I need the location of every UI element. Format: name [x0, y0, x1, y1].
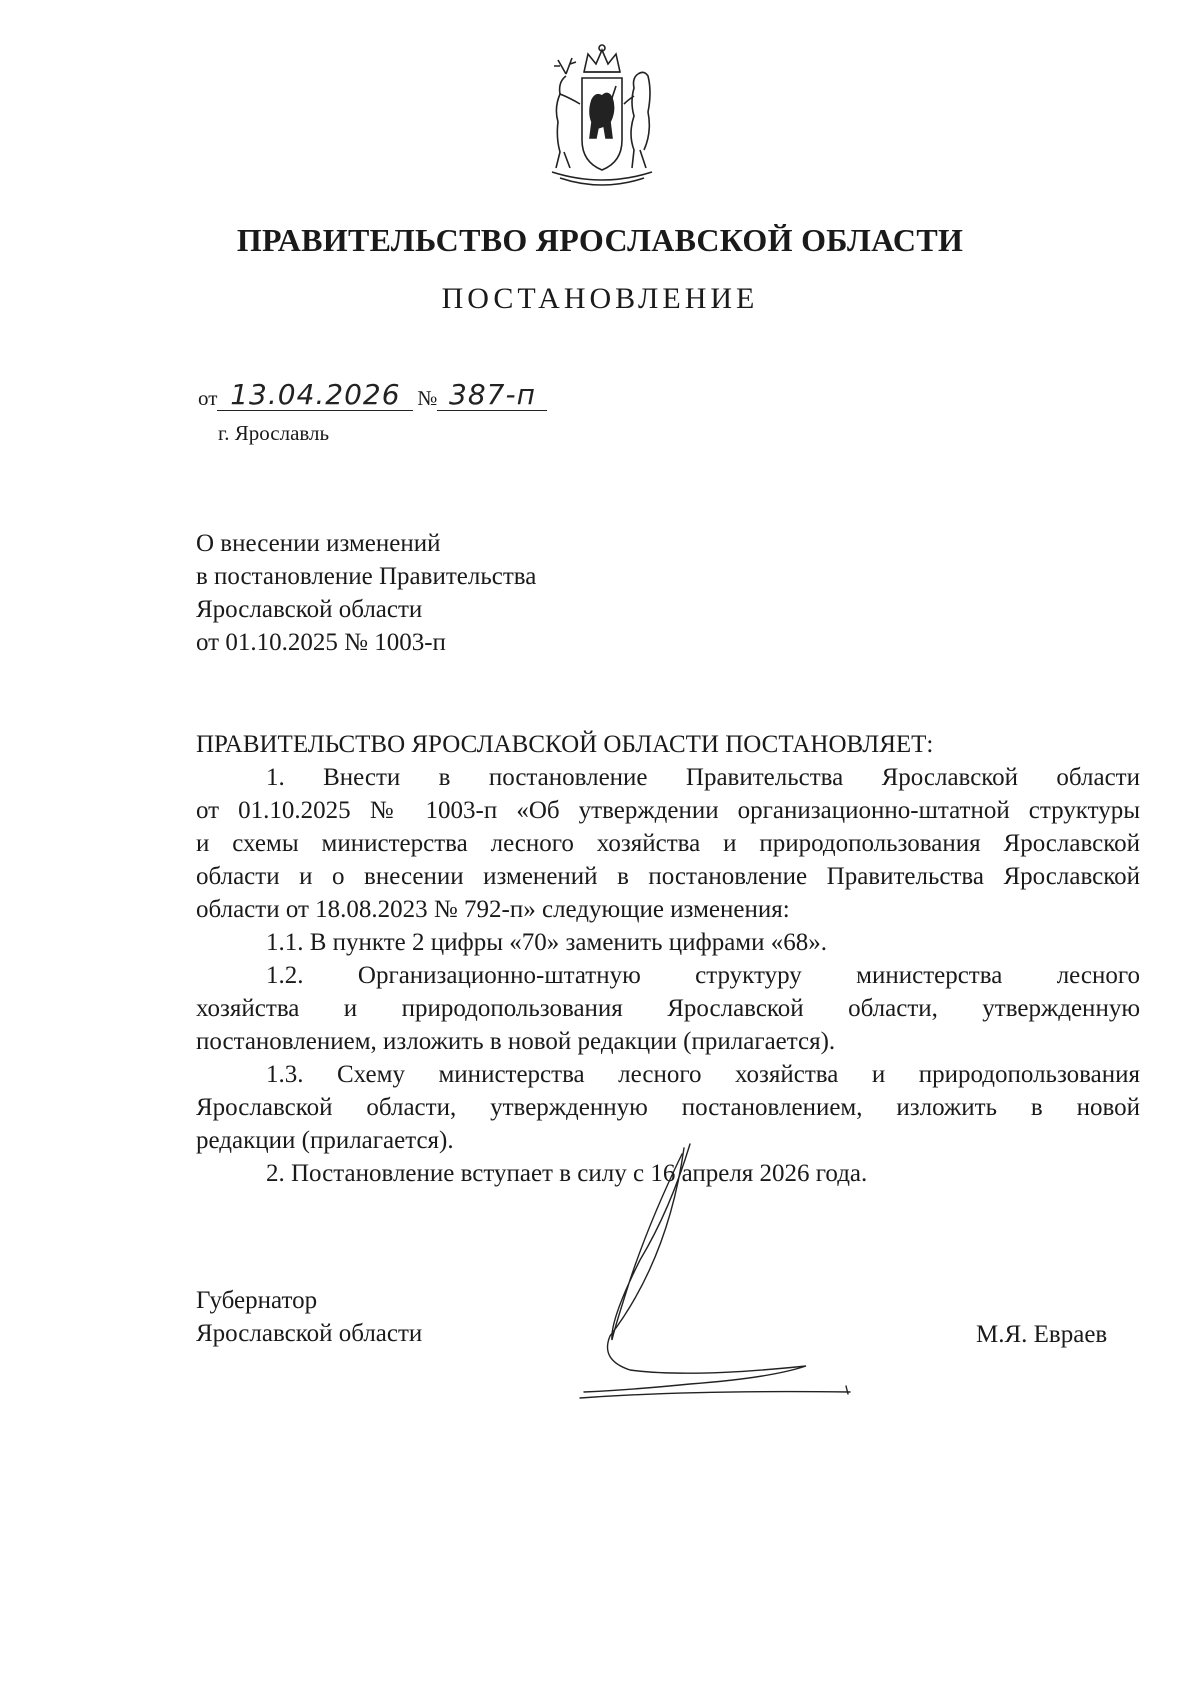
signer-position-line: Губернатор — [196, 1287, 318, 1314]
date-handwritten: 13.04.2026 — [230, 378, 401, 411]
date-number-row — [198, 378, 547, 411]
handwritten-signature — [570, 1140, 900, 1410]
government-title: ПРАВИТЕЛЬСТВО ЯРОСЛАВСКОЙ ОБЛАСТИ — [236, 222, 964, 258]
subject-line: Ярославской области — [196, 596, 423, 623]
body-line: 1. Внести в постановление Правительства Ярославской области — [266, 764, 1140, 791]
number-field — [437, 378, 547, 411]
subject-line: в постановление Правительства — [196, 563, 537, 590]
body-line: хозяйства и природопользования Ярославской области, утвержденную — [196, 995, 1140, 1022]
body-line: 1.1. В пункте 2 цифры «70» заменить цифрами «68». — [266, 929, 827, 956]
body-line: 1.3. Схему министерства лесного хозяйства и природопользования — [266, 1061, 1140, 1088]
body-line: 2. Постановление вступает в силу с 16 апреля 2026 года. — [266, 1160, 868, 1187]
body-line: области и о внесении изменений в постановление Правительства Ярославской — [196, 863, 1140, 890]
preamble: ПРАВИТЕЛЬСТВО ЯРОСЛАВСКОЙ ОБЛАСТИ ПОСТАНОВЛЯЕТ: — [196, 731, 934, 758]
document-type: ПОСТАНОВЛЕНИЕ — [441, 282, 759, 315]
subject-line: от 01.10.2025 № 1003-п — [196, 629, 446, 656]
document-body — [196, 728, 1140, 1190]
number-prefix: № — [417, 386, 438, 410]
signer-position-line: Ярославской области — [196, 1320, 423, 1347]
subject-block — [196, 527, 536, 659]
number-handwritten: 387-п — [449, 378, 536, 411]
date-prefix: от — [198, 386, 218, 410]
body-line: 1.2. Организационно-штатную структуру министерства лесного — [266, 962, 1140, 989]
coat-of-arms-emblem — [536, 42, 668, 194]
body-line: и схемы министерства лесного хозяйства и природопользования Ярославской — [196, 830, 1140, 857]
subject-line: О внесении изменений — [196, 530, 441, 557]
body-line: постановлением, изложить в новой редакции (прилагается). — [196, 1028, 836, 1055]
body-line: редакции (прилагается). — [196, 1127, 454, 1154]
body-line: от 01.10.2025 № 1003-п «Об утверждении организационно-штатной структуры — [196, 797, 1140, 824]
body-line: области от 18.08.2023 № 792-п» следующие изменения: — [196, 896, 790, 923]
body-line: Ярославской области, утвержденную постановлением, изложить в новой — [196, 1094, 1140, 1121]
signer-position — [196, 1284, 422, 1350]
date-field — [217, 378, 413, 411]
city: г. Ярославль — [218, 421, 330, 445]
signer-name: М.Я. Евраев — [976, 1321, 1108, 1348]
